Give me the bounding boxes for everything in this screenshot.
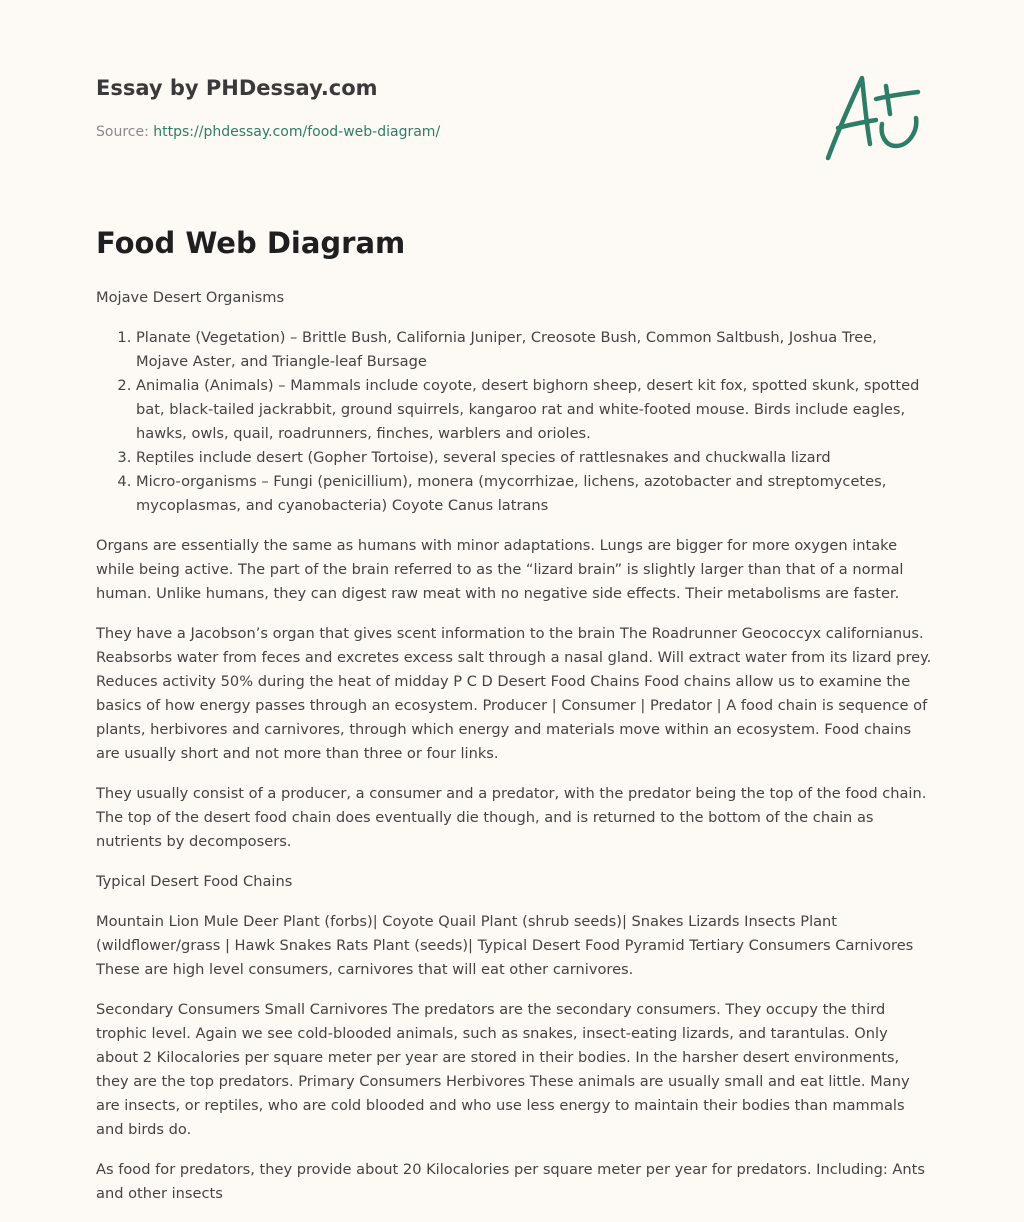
list-item: 3. Reptiles include desert (Gopher Tortoise), several species of rattlesnakes and chuckwalla lizard: [136, 446, 932, 470]
source-line: [96, 124, 440, 140]
intro-paragraph: Mojave Desert Organisms: [96, 289, 285, 306]
source-label: Source:: [96, 124, 149, 140]
paragraph: As food for predators, they provide about 20 Kilocalories per square meter per year for predators. Including: Ants and other insects: [96, 1161, 925, 1202]
list-item: 4. Micro-organisms – Fungi (penicillium), monera (mycorrhizae, lichens, azotobacter and streptomycetes, mycoplasmas, and cyanobacteria) Coyote Canus latrans: [136, 470, 932, 518]
site-brand: Essay by PHDessay.com: [96, 76, 378, 100]
article-title: Food Web Diagram: [96, 226, 406, 260]
organism-list: [96, 326, 932, 518]
paragraph: Mountain Lion Mule Deer Plant (forbs)| Coyote Quail Plant (shrub seeds)| Snakes Lizards Insects Plant (wildflower/grass | Hawk Snakes Rats Plant (seeds)| Typical Desert Food Pyramid Tertiary Consumers Carnivores These are high level consumers, carnivores that will eat other carnivores.: [96, 913, 914, 978]
source-link[interactable]: https://phdessay.com/food-web-diagram/: [153, 124, 441, 140]
list-item: 1. Planate (Vegetation) – Brittle Bush, California Juniper, Creosote Bush, Common Saltbush, Joshua Tree, Mojave Aster, and Triangle-leaf Bursage: [136, 326, 932, 374]
paragraph: Organs are essentially the same as humans with minor adaptations. Lungs are bigger for more oxygen intake while being active. The part of the brain referred to as the “lizard brain” is slightly larger than that of a normal human. Unlike humans, they can digest raw meat with no negative side effects. Their metabolisms are faster.: [96, 537, 904, 602]
article-body: [96, 286, 932, 1222]
list-item: 2. Animalia (Animals) – Mammals include coyote, desert bighorn sheep, desert kit fox, spotted skunk, spotted bat, black-tailed jackrabbit, ground squirrels, kangaroo rat and white-footed mouse. Birds include eagles, hawks, owls, quail, roadrunners, finches, warblers and orioles.: [136, 374, 932, 446]
paragraph: They have a Jacobson’s organ that gives scent information to the brain The Roadrunner Geococcyx californianus. Reabsorbs water from feces and excretes excess salt through a nasal gland. Will extract water from its lizard prey. Reduces activity 50% during the heat of midday P C D Desert Food Chains Food chains allow us to examine the basics of how energy passes through an ecosystem. Producer | Consumer | Predator | A food chain is sequence of plants, herbivores and carnivores, through which energy and materials move within an ecosystem. Food chains are usually short and not more than three or four links.: [96, 625, 932, 762]
paragraph: Typical Desert Food Chains: [96, 873, 293, 890]
paragraph: Secondary Consumers Small Carnivores The predators are the secondary consumers. They occupy the third trophic level. Again we see cold-blooded animals, such as snakes, insect-eating lizards, and tarantulas. Only about 2 Kilocalories per square meter per year are stored in their bodies. In the harsher desert environments, they are the top predators. Primary Consumers Herbivores These animals are usually small and eat little. Many are insects, or reptiles, who are cold blooded and who use less energy to maintain their bodies than mammals and birds do.: [96, 1001, 910, 1138]
paragraph: They usually consist of a producer, a consumer and a predator, with the predator being the top of the food chain. The top of the desert food chain does eventually die though, and is returned to the bottom of the chain as nutrients by decomposers.: [96, 785, 927, 850]
a-plus-logo-icon: [818, 66, 930, 166]
